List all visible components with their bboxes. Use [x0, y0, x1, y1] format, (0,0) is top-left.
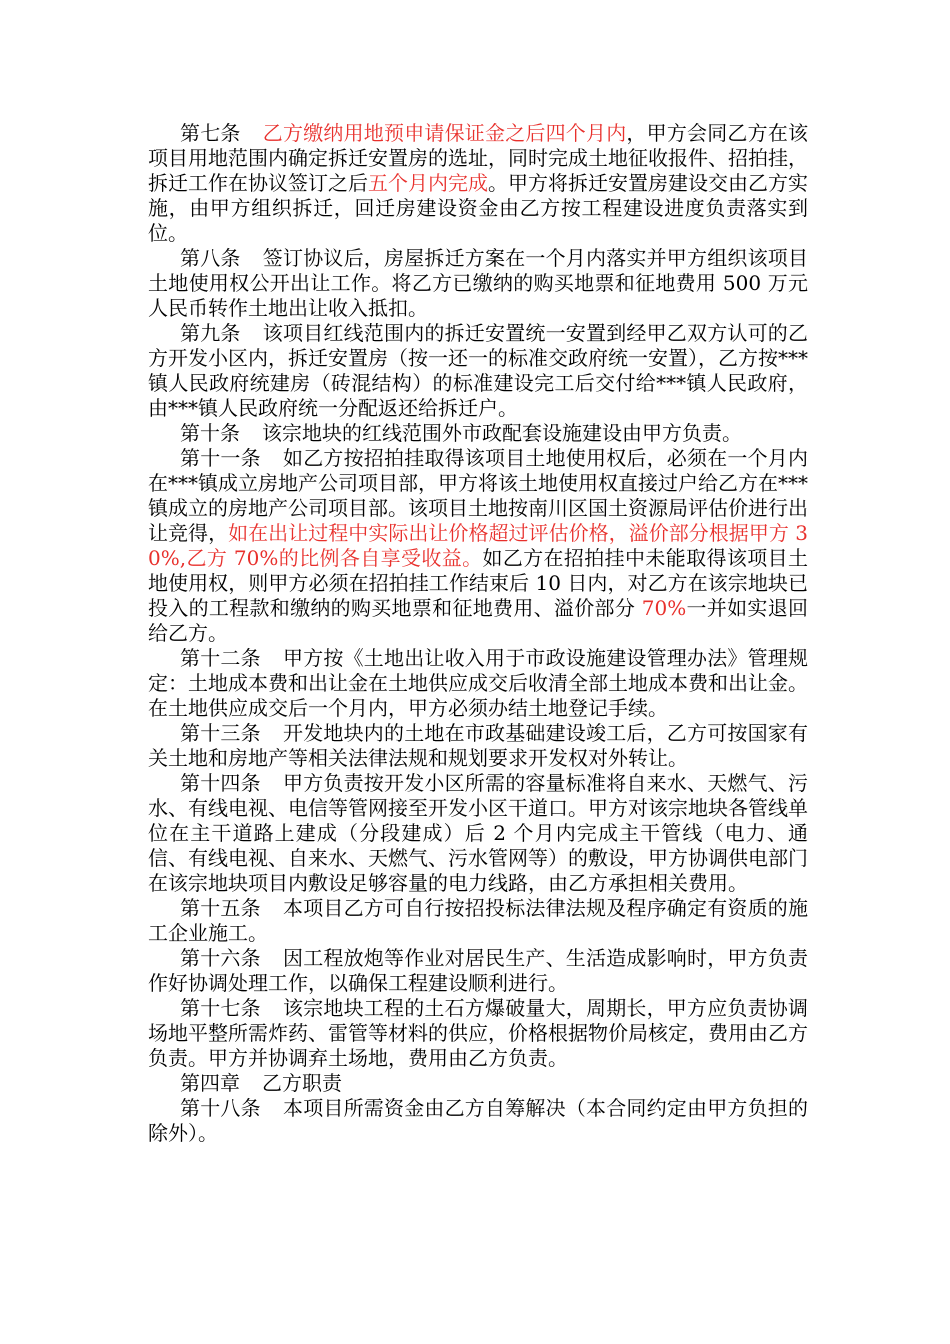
clause-label: 第十一条 [180, 446, 261, 470]
clause-text: 本项目所需资金由乙方自筹解决（本合同约定由甲方负担的除外）。 [148, 1096, 809, 1145]
clause-text: 如乙方在招拍挂中未能取得该项目土地使用权，则甲方必须在招拍挂工作结束后 10 日内，对乙方在该宗地块已投入的工程款和缴纳的购买地票和征地费用、溢价部分 [148, 546, 808, 620]
clause-paragraph [148, 896, 808, 946]
clause-paragraph [148, 946, 808, 996]
clause-paragraph [148, 721, 808, 771]
clause-label: 第十六条 [180, 946, 261, 970]
clause-label: 第十七条 [180, 996, 261, 1020]
clause-label: 第十三条 [180, 721, 261, 745]
clause-label: 第十四条 [180, 771, 261, 795]
clause-text: 甲方按《土地出让收入用于市政设施建设管理办法》管理规定：土地成本费和出让金在土地供应成交后收清全部土地成本费和出让金。在土地供应成交后一个月内，甲方必须办结土地登记手续。 [148, 646, 809, 720]
clause-text: 该宗地块的红线范围外市政配套设施建设由甲方负责。 [262, 421, 742, 445]
clause-text: 一并如实退回给乙方。 [148, 596, 809, 645]
clause-text: 因工程放炮等作业对居民生产、生活造成影响时，甲方负责作好协调处理工作，以确保工程建设顺利进行。 [148, 946, 809, 995]
highlighted-text: 乙方缴纳用地预申请保证金之后四个月内 [262, 121, 627, 145]
clause-label: 第八条 [180, 246, 241, 270]
clause-label: 第九条 [180, 321, 241, 345]
clause-label: 第十八条 [180, 1096, 261, 1120]
clause-paragraph [148, 646, 808, 721]
clause-text: 该宗地块工程的土石方爆破量大，周期长，甲方应负责协调场地平整所需炸药、雷管等材料的供应，价格根据物价局核定，费用由乙方负责。甲方并协调弃土场地，费用由乙方负责。 [148, 996, 809, 1070]
clause-paragraph [148, 421, 808, 446]
clause-paragraph [148, 1071, 808, 1096]
clause-text: 本项目乙方可自行按招投标法律法规及程序确定有资质的施工企业施工。 [148, 896, 809, 945]
clause-paragraph [148, 321, 808, 421]
highlighted-text: 如在出让过程中实际出让价格超过评估价格，溢价部分根据甲方 30%,乙方 70%的比例各自享受收益。 [148, 521, 809, 570]
clause-label: 第十条 [180, 421, 240, 445]
clause-label: 第十五条 [180, 896, 261, 920]
clause-text: 甲方负责按开发小区所需的容量标准将自来水、天燃气、污水、有线电视、电信等管网接至开发小区干道口。甲方对该宗地块各管线单位在主干道路上建成（分段建成）后 2 个月内完成主干管线（电力、通信、有线电视、自来水、天燃气、污水管网等）的敷设，甲方协调供电部门在该宗地块项目内敷设足够容量的电力线路，由乙方承担相关费用。 [148, 771, 809, 895]
clause-label: 第十二条 [180, 646, 261, 670]
clause-text: 如乙方按招拍挂取得该项目土地使用权后，必须在一个月内在***镇成立房地产公司项目部，甲方将该土地使用权直接过户给乙方在***镇成立的房地产公司项目部。该项目土地按南川区国土资源局评估价进行出让竞得， [148, 446, 809, 545]
clause-label: 第七条 [180, 121, 241, 145]
clause-paragraph [148, 771, 808, 896]
highlighted-text: 70% [641, 596, 687, 620]
clause-text: ，甲方会同乙方在该项目用地范围内确定拆迁安置房的选址，同时完成土地征收报件、招拍挂，拆迁工作在协议签订之后 [148, 121, 809, 195]
highlighted-text: 五个月内完成 [368, 171, 488, 195]
clause-text: 乙方职责 [262, 1071, 342, 1095]
clause-text: 开发地块内的土地在市政基础建设竣工后，乙方可按国家有关土地和房地产等相关法律法规和规划要求开发权对外转让。 [148, 721, 809, 770]
clause-paragraph [148, 246, 808, 321]
clause-text: 。甲方将拆迁安置房建设交由乙方实施，由甲方组织拆迁，回迁房建设资金由乙方按工程建设进度负责落实到位。 [148, 171, 808, 245]
clause-paragraph [148, 1096, 808, 1146]
clause-paragraph [148, 446, 808, 646]
document-body [148, 121, 808, 1146]
clause-paragraph [148, 996, 808, 1071]
clause-label: 第四章 [180, 1071, 240, 1095]
clause-paragraph [148, 121, 808, 246]
clause-text: 该项目红线范围内的拆迁安置统一安置到经甲乙双方认可的乙方开发小区内，拆迁安置房（按一还一的标准交政府统一安置），乙方按***镇人民政府统建房（砖混结构）的标准建设完工后交付给***镇人民政府，由***镇人民政府统一分配返还给拆迁户。 [148, 321, 809, 420]
clause-text: 签订协议后，房屋拆迁方案在一个月内落实并甲方组织该项目土地使用权公开出让工作。将乙方已缴纳的购买地票和征地费用 500 万元人民币转作土地出让收入抵扣。 [148, 246, 809, 320]
